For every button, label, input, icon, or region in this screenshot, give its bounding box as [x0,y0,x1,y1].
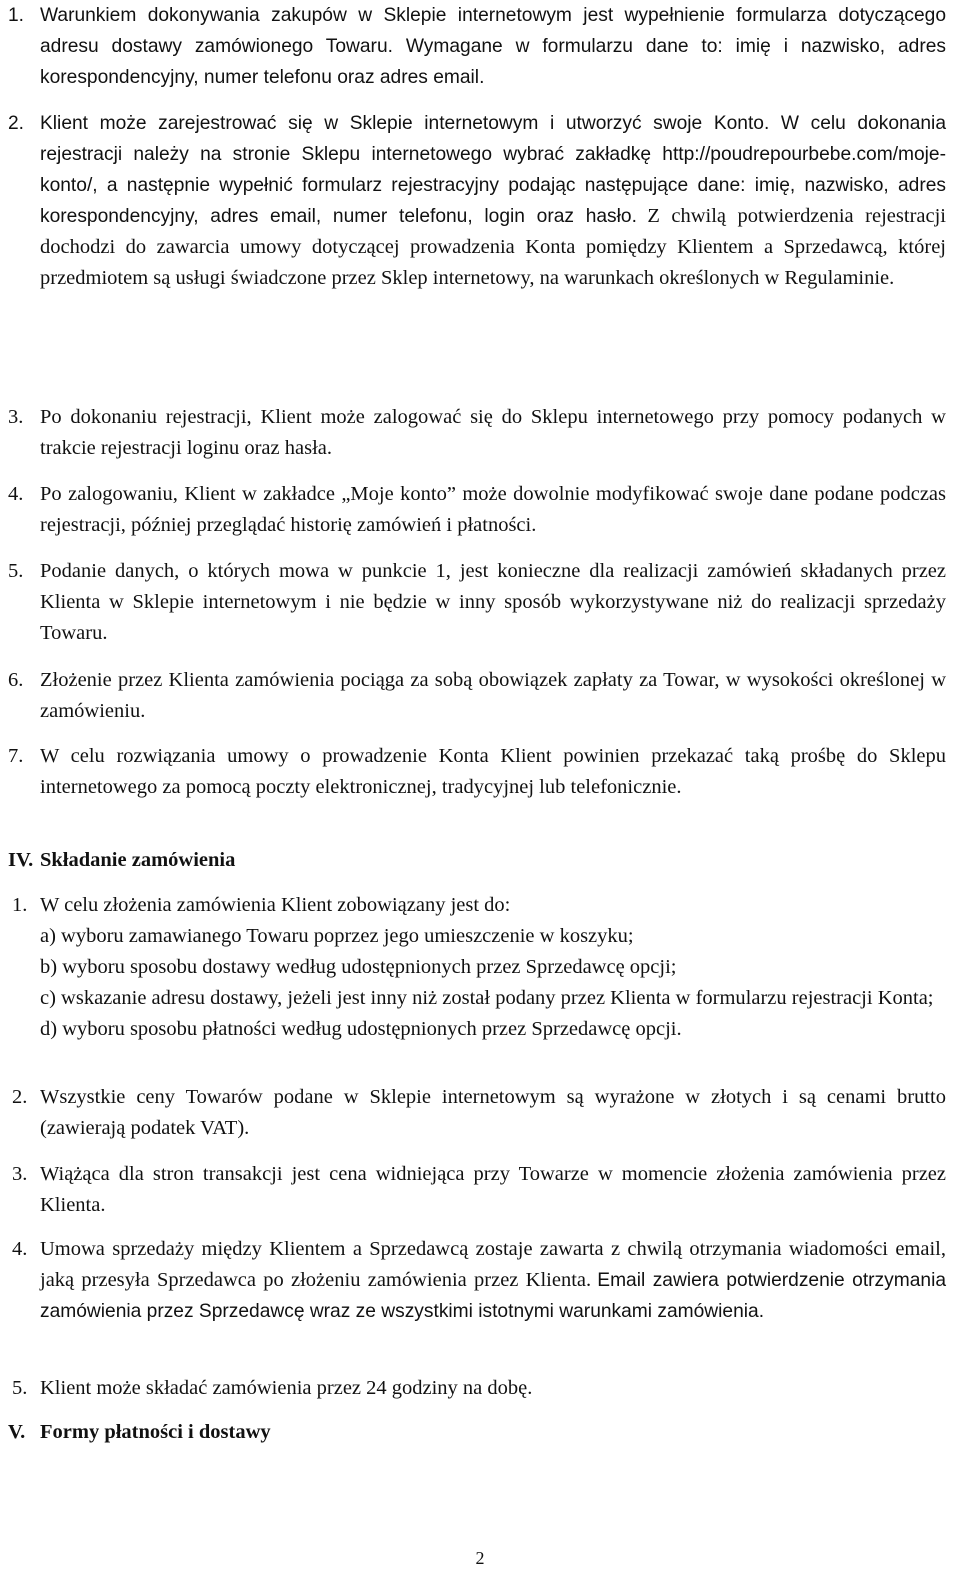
list-item [8,402,946,464]
item-number: 2. [8,113,25,134]
item-text-continued: Z chwilą potwierdzenia rejestracji dochodzi do zawarcia umowy dotyczącej prowadzenia Konta pomiędzy Klientem a Sprzedawcą, której przedmiotem są usługi świadczone przez Sklep internetowy, na warunkach określonych w Regulaminie. [40,205,946,289]
item-number: 5. [12,1377,28,1399]
item-text: W celu rozwiązania umowy o prowadzenie Konta Klient powinien przekazać taką prośbę do Sklepu internetowego za pomocą poczty elektronicznej, tradycyjnej lub telefonicznie. [40,745,946,798]
list-item [8,1159,946,1221]
list-item [8,890,946,1045]
item-text: Po zalogowaniu, Klient w zakładce „Moje konto” może dowolnie modyfikować swoje dane podane podczas rejestracji, później przeglądać historię zamówień i płatności. [40,483,946,536]
item-number: 3. [8,406,24,428]
list-item [8,665,946,727]
item-number: 1. [8,5,25,26]
list-item [8,741,946,803]
section-heading [8,845,946,876]
item-number: 4. [8,483,24,505]
section-heading [8,1417,946,1448]
list-item [8,108,946,294]
item-text: Złożenie przez Klienta zamówienia pociąga za sobą obowiązek zapłaty za Towar, w wysokości określonej w zamówieniu. [40,669,946,722]
item-number: 5. [8,560,24,582]
list-item [8,556,946,649]
item-text-continued: Email zawiera potwierdzenie otrzymania zamówienia przez Sprzedawcę wraz ze wszystkimi istotnymi warunkami zamówienia. [40,1270,946,1322]
item-text: Umowa sprzedaży między Klientem a Sprzedawcą zostaje zawarta z chwilą otrzymania wiadomości email, jaką przesyła Sprzedawca po złożeniu zamówienia przez Klienta. [40,1238,946,1291]
item-number: 2. [12,1086,28,1108]
sub-item: a) wyboru zamawianego Towaru poprzez jego umieszczenie w koszyku; [40,925,634,947]
section-title: Składanie zamówienia [40,849,236,871]
item-text: Klient może zarejestrować się w Sklepie internetowym i utworzyć swoje Konto. W celu dokonania rejestracji należy na stronie Sklepu internetowego wybrać zakładkę http://poudrepourbebe.com/moje-konto/, a następnie wypełnić formularz rejestracyjny podając następujące dane: imię, nazwisko, adres korespondencyjny, adres email, numer telefonu, login oraz hasło. [40,113,946,227]
item-number: 6. [8,669,24,691]
section-title: Formy płatności i dostawy [40,1421,271,1443]
list-item [8,1373,946,1404]
sub-item: d) wyboru sposobu płatności według udostępnionych przez Sprzedawcę opcji. [40,1018,682,1040]
item-text: W celu złożenia zamówienia Klient zobowiązany jest do: [40,894,511,916]
page-number: 2 [475,1548,485,1568]
item-text: Warunkiem dokonywania zakupów w Sklepie internetowym jest wypełnienie formularza dotyczącego adresu dostawy zamówionego Towaru. Wymagane w formularzu dane to: imię i nazwisko, adres korespondencyjny, numer telefonu oraz adres email. [40,5,946,88]
item-number: 4. [12,1238,28,1260]
item-text: Podanie danych, o których mowa w punkcie 1, jest konieczne dla realizacji zamówień składanych przez Klienta w Sklepie internetowym i nie będzie w inny sposób wykorzystywane niż do realizacji sprzedaży Towaru. [40,560,946,644]
sub-item: b) wyboru sposobu dostawy według udostępnionych przez Sprzedawcę opcji; [40,956,677,978]
list-item [8,1234,946,1327]
sub-item: c) wskazanie adresu dostawy, jeżeli jest inny niż został podany przez Klienta w formularzu rejestracji Konta; [40,987,934,1009]
section-number: IV. [8,849,34,871]
item-number: 3. [12,1163,28,1185]
item-text: Po dokonaniu rejestracji, Klient może zalogować się do Sklepu internetowego przy pomocy podanych w trakcie rejestracji loginu oraz hasła. [40,406,946,459]
item-number: 1. [12,894,28,916]
item-text: Wiążąca dla stron transakcji jest cena widniejąca przy Towarze w momencie złożenia zamówienia przez Klienta. [40,1163,946,1216]
item-text: Klient może składać zamówienia przez 24 godziny na dobę. [40,1377,533,1399]
list-item [8,0,946,93]
list-item [8,1082,946,1144]
item-text: Wszystkie ceny Towarów podane w Sklepie internetowym są wyrażone w złotych i są cenami brutto (zawierają podatek VAT). [40,1086,946,1139]
section-number: V. [8,1421,26,1443]
list-item [8,479,946,541]
item-number: 7. [8,745,24,767]
